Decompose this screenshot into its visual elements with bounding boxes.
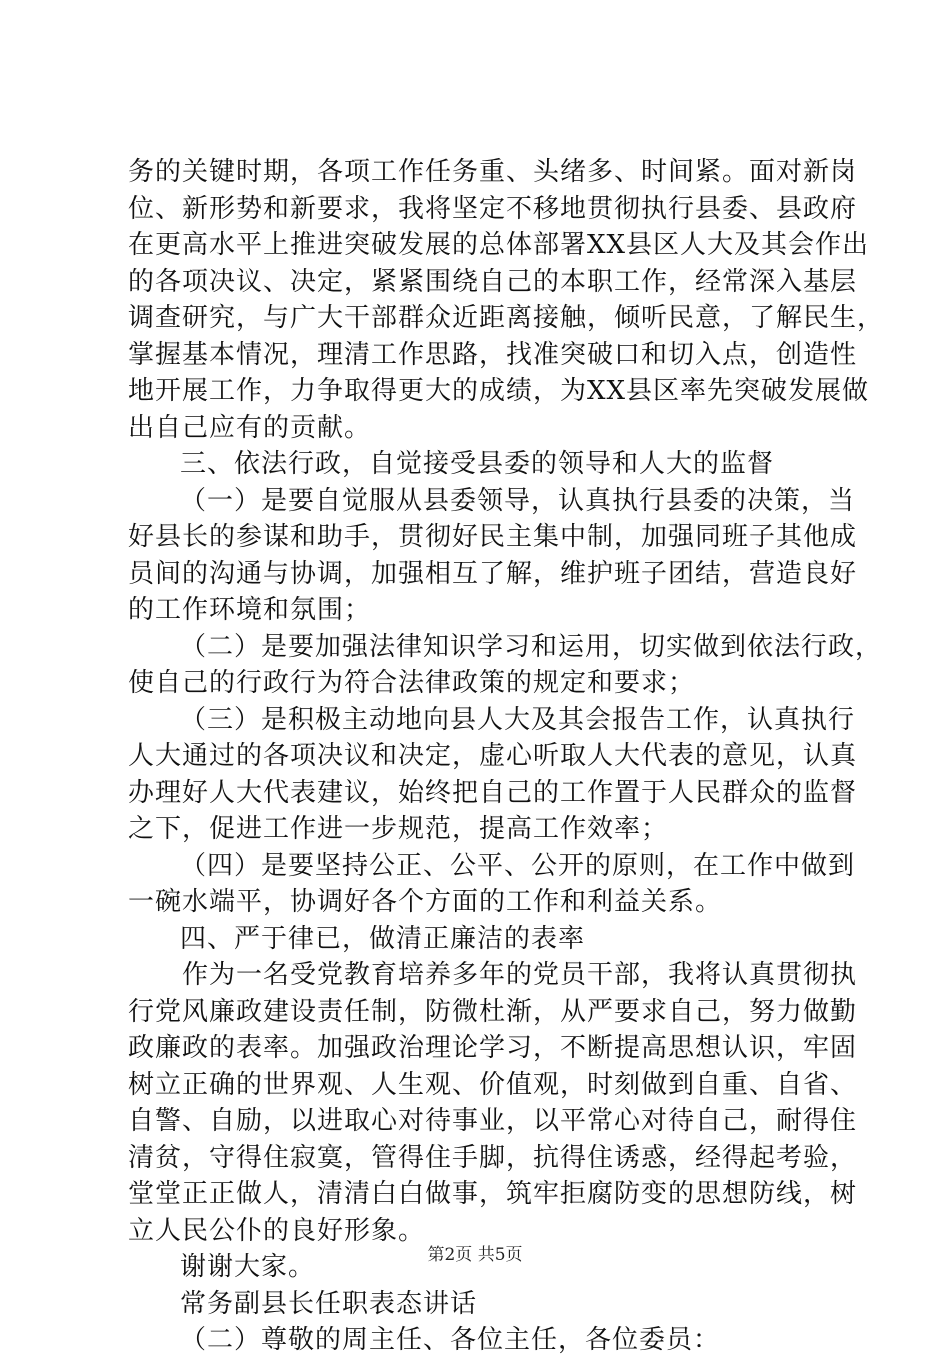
document-body (128, 154, 885, 1359)
text-line: 的工作环境和氛围； (128, 595, 372, 625)
text-line: 之下，促进工作进一步规范，提高工作效率； (128, 814, 669, 844)
text-line: 行党风廉政建设责任制，防微杜渐，从严要求自己，努力做勤 (128, 996, 858, 1027)
closing-line: 谢谢大家。 (180, 1252, 316, 1282)
text-line: 的各项决议、决定，紧紧围绕自己的本职工作，经常深入基层 (128, 266, 858, 297)
text-line: （四）是要坚持公正、公平、公开的原则，在工作中做到 (180, 850, 856, 881)
text-line: 务的关键时期，各项工作任务重、头绪多、时间紧。面对新岗 (128, 157, 858, 187)
text-line: 调查研究，与广大干部群众近距离接触，倾听民意，了解民生， (128, 303, 885, 333)
text-line: 位、新形势和新要求，我将坚定不移地贯彻执行县委、县政府 (128, 193, 858, 224)
section-heading: 四、严于律已，做清正廉洁的表率 (180, 923, 586, 954)
section-heading: 三、依法行政，自觉接受县委的领导和人大的监督 (180, 449, 775, 479)
page-number: 第2页 共5页 (427, 1245, 523, 1265)
text-line: 堂堂正正做人，清清白白做事，筑牢拒腐防变的思想防线，树 (128, 1179, 858, 1209)
text-line: 办理好人大代表建议，始终把自己的工作置于人民群众的监督 (128, 777, 858, 808)
text-line: 地开展工作，力争取得更大的成绩，为XX县区率先突破发展做 (128, 376, 870, 406)
text-line: 立人民公仆的良好形象。 (128, 1215, 426, 1246)
text-line: 人大通过的各项决议和决定，虚心听取人大代表的意见，认真 (128, 741, 858, 771)
text-line: （三）是积极主动地向县人大及其会报告工作，认真执行 (180, 704, 856, 735)
text-line: 员间的沟通与协调，加强相互了解，维护班子团结，营造良好 (128, 558, 858, 589)
text-line: （二）是要加强法律知识学习和运用，切实做到依法行政， (180, 631, 883, 662)
text-line: 出自己应有的贡献。 (128, 412, 372, 443)
text-line: 政廉政的表率。加强政治理论学习，不断提高思想认识，牢固 (128, 1033, 858, 1063)
text-line: 好县长的参谋和助手，贯彻好民主集中制，加强同班子其他成 (128, 522, 858, 552)
text-line: 树立正确的世界观、人生观、价值观，时刻做到自重、自省、 (128, 1069, 858, 1100)
text-line: 自警、自励，以进取心对待事业，以平常心对待自己，耐得住 (128, 1106, 858, 1136)
text-line: 作为一名受党教育培养多年的党员干部，我将认真贯彻执 (182, 960, 858, 990)
next-title: 常务副县长任职表态讲话 (180, 1288, 478, 1319)
text-line: 在更高水平上推进突破发展的总体部署XX县区人大及其会作出 (128, 230, 870, 260)
text-line: （一）是要自觉服从县委领导，认真执行县委的决策，当 (180, 485, 856, 516)
text-line: 使自己的行政行为符合法律政策的规定和要求； (128, 668, 696, 698)
text-line: 清贫，守得住寂寞，管得住手脚，抗得住诱惑，经得起考验， (128, 1142, 858, 1173)
text-line: 掌握基本情况，理清工作思路，找准突破口和切入点，创造性 (128, 339, 858, 370)
salutation: （二）尊敬的周主任、各位主任，各位委员： (180, 1325, 721, 1355)
text-line: 一碗水端平，协调好各个方面的工作和利益关系。 (128, 887, 723, 917)
